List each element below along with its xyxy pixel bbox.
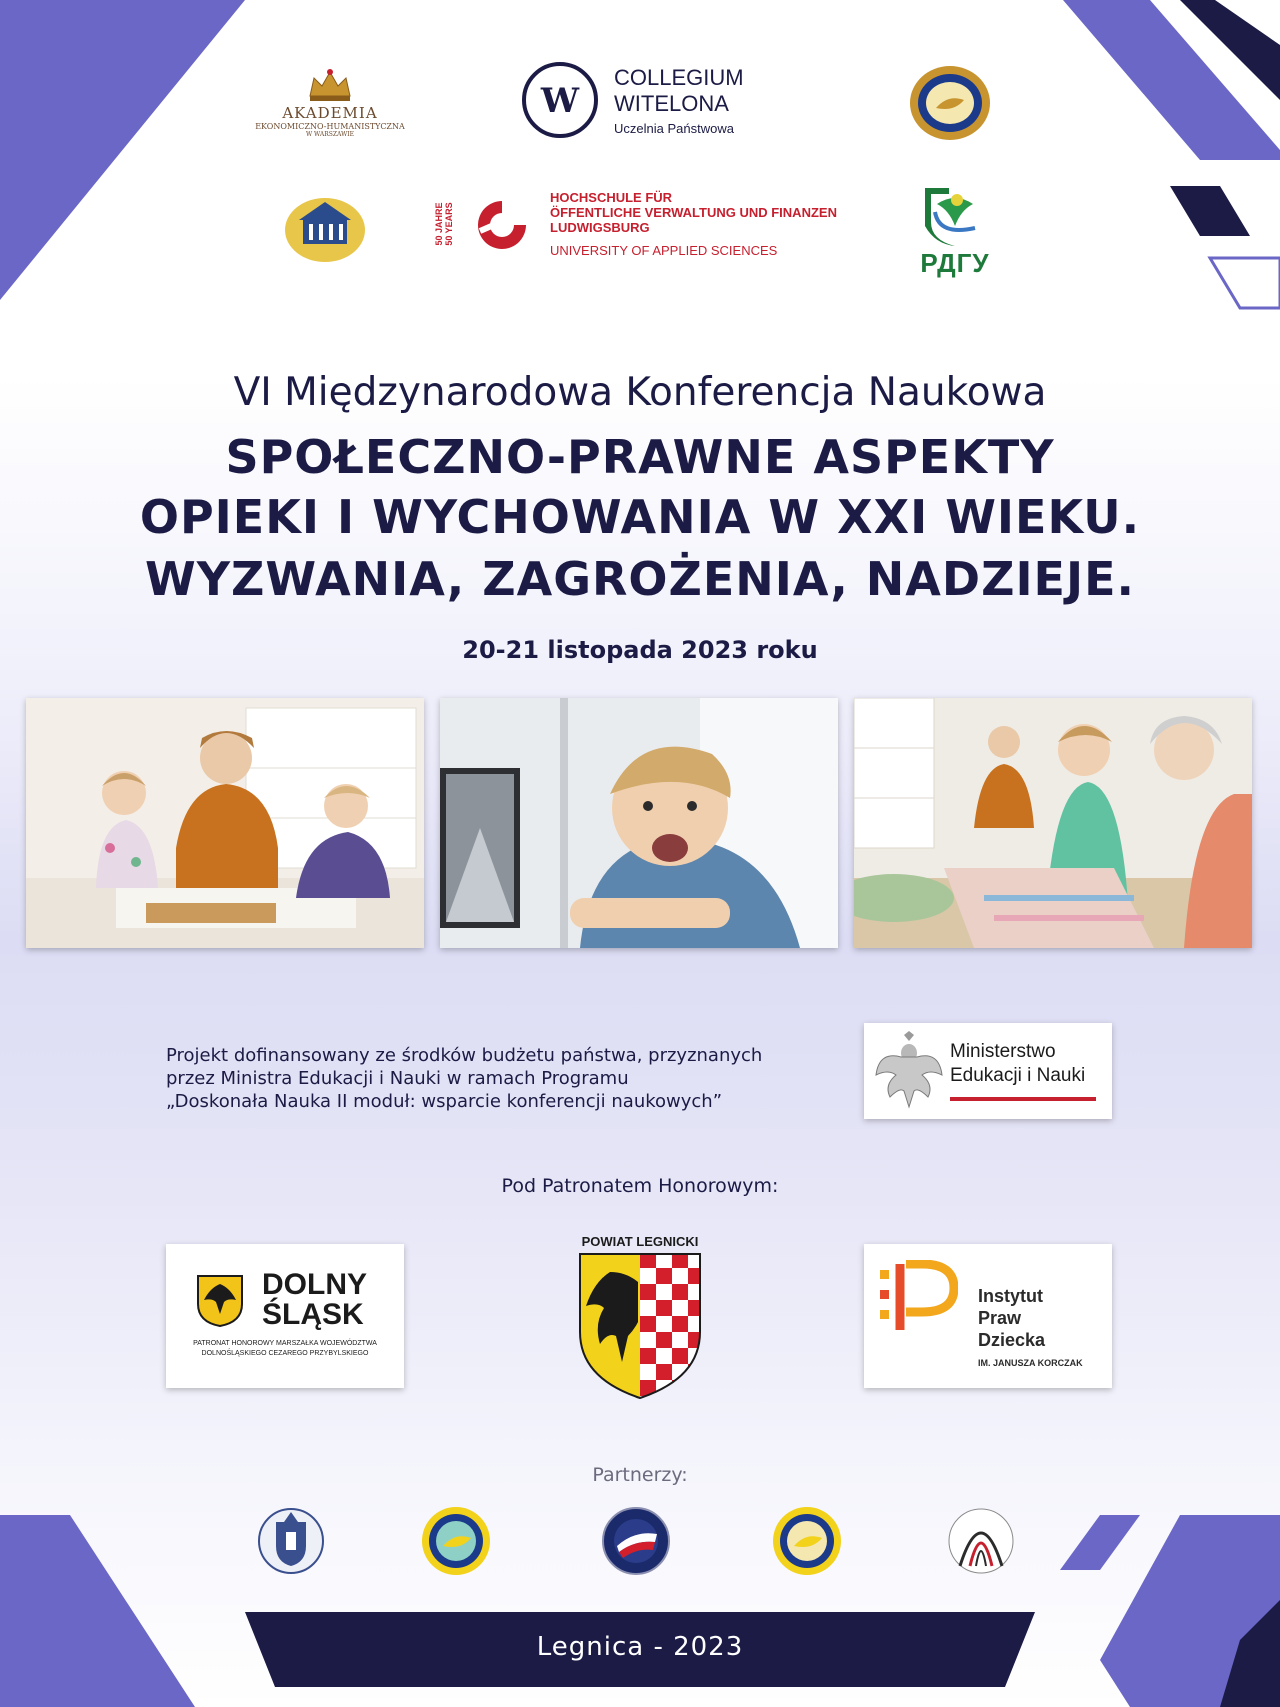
- partner-tpd-legnica-icon: [412, 1506, 500, 1576]
- powiat-legnicki-logo: [576, 1234, 704, 1400]
- collegium-witelona-logo: [520, 60, 770, 140]
- funding-line-1: Projekt dofinansowany ze środków budżetu państwa, przyznanych: [166, 1045, 763, 1066]
- w-circle-icon: [520, 60, 600, 140]
- building-crest-icon: [283, 190, 367, 264]
- collegium-line3: Uczelnia Państwowa: [614, 120, 734, 136]
- rdgu-logo: [902, 178, 1008, 282]
- powiat-shield-icon: [576, 1252, 704, 1400]
- title-line-1: SPOŁECZNO-PRAWNE ASPEKTY: [225, 430, 1055, 484]
- photo-kids-puzzle: [26, 698, 424, 948]
- partner-poland-circle-icon: [601, 1506, 671, 1576]
- hs-line4: UNIVERSITY OF APPLIED SCIENCES: [550, 243, 778, 258]
- svg-text:W: W: [540, 81, 580, 121]
- hs-line2: ÖFFENTLICHE VERWALTUNG UND FINANZEN: [550, 205, 837, 220]
- collegium-line1: COLLEGIUM: [614, 64, 744, 90]
- ministry-line-1: Ministerstwo: [950, 1041, 1056, 1062]
- akademia-city: W WARSZAWIE: [305, 131, 355, 138]
- ipd-line-2: Praw: [978, 1308, 1022, 1328]
- partners-heading: Partnerzy:: [592, 1464, 688, 1486]
- title-line-2: OPIEKI I WYCHOWANIA W XXI WIEKU.: [139, 490, 1141, 544]
- ministry-line-2: Edukacji i Nauki: [950, 1065, 1086, 1086]
- conference-date: 20-21 listopada 2023 roku: [462, 636, 818, 664]
- partner-tpd-kosciuszko-icon: [762, 1506, 852, 1576]
- photo-boy-tablet: [440, 698, 838, 948]
- powiat-title: POWIAT LEGNICKI: [581, 1234, 699, 1249]
- akademia-name: AKADEMIA: [282, 104, 378, 122]
- instytut-praw-dziecka-card: [864, 1244, 1112, 1388]
- funding-line-3: „Doskonała Nauka II moduł: wsparcie konferencji naukowych”: [166, 1091, 723, 1112]
- hs-years-en: 50 YEARS: [444, 202, 454, 246]
- medal-hand-icon: [908, 64, 992, 142]
- dolny-slask-card: [166, 1244, 404, 1388]
- dolny-slask-name-2: ŚLĄSK: [262, 1298, 364, 1331]
- partner-wspolnota-akademicka-icon: [946, 1506, 1016, 1576]
- conference-subtitle: VI Międzynarodowa Konferencja Naukowa: [233, 370, 1047, 415]
- hs-line3: LUDWIGSBURG: [550, 220, 650, 235]
- eagle-icon: [874, 1031, 944, 1111]
- hs-line1: HOCHSCHULE FÜR: [550, 190, 673, 205]
- hs-swoosh-icon: [466, 197, 538, 251]
- crown-crest-icon: [300, 66, 360, 104]
- ipd-logo-icon: [878, 1260, 958, 1334]
- ipd-line-4: IM. JANUSZA KORCZAK: [978, 1358, 1083, 1368]
- dolny-slask-caption-1: PATRONAT HONOROWY MARSZAŁKA WOJEWÓDZTWA: [193, 1340, 377, 1347]
- akademia-subname: EKONOMICZNO-HUMANISTYCZNA: [255, 122, 405, 131]
- hochschule-ludwigsburg-logo: [432, 180, 852, 268]
- tpd-medal-logo: [908, 64, 992, 142]
- funding-statement: [166, 1044, 762, 1113]
- ipd-line-3: Dziecka: [978, 1330, 1046, 1350]
- rdgu-text: РДГУ: [920, 247, 990, 278]
- photo-girl-ironing: [854, 698, 1252, 948]
- footer-location-year: Legnica - 2023: [536, 1632, 744, 1662]
- dolny-slask-name-1: DOLNY: [262, 1268, 367, 1301]
- hs-years-de: 50 JAHRE: [434, 202, 444, 246]
- akademia-logo: [245, 62, 415, 142]
- ukrainian-university-logo: [283, 190, 367, 264]
- dolny-slask-caption-2: DOLNOŚLĄSKIEGO CEZAREGO PRZYBYLSKIEGO: [201, 1350, 369, 1357]
- ipd-line-1: Instytut: [978, 1286, 1043, 1306]
- title-line-3: WYZWANIA, ZAGROŻENIA, NADZIEJE.: [145, 552, 1135, 606]
- ministry-card: [864, 1023, 1112, 1119]
- collegium-line2: WITELONA: [614, 90, 729, 116]
- ministry-red-line: [950, 1097, 1096, 1101]
- rdgu-emblem-icon: [915, 182, 995, 252]
- dolny-slask-eagle-icon: [196, 1274, 244, 1328]
- funding-line-2: przez Ministra Edukacji i Nauki w ramach Programu: [166, 1068, 629, 1089]
- partner-crest-icon: [256, 1506, 326, 1576]
- patronage-heading: Pod Patronatem Honorowym:: [501, 1175, 779, 1197]
